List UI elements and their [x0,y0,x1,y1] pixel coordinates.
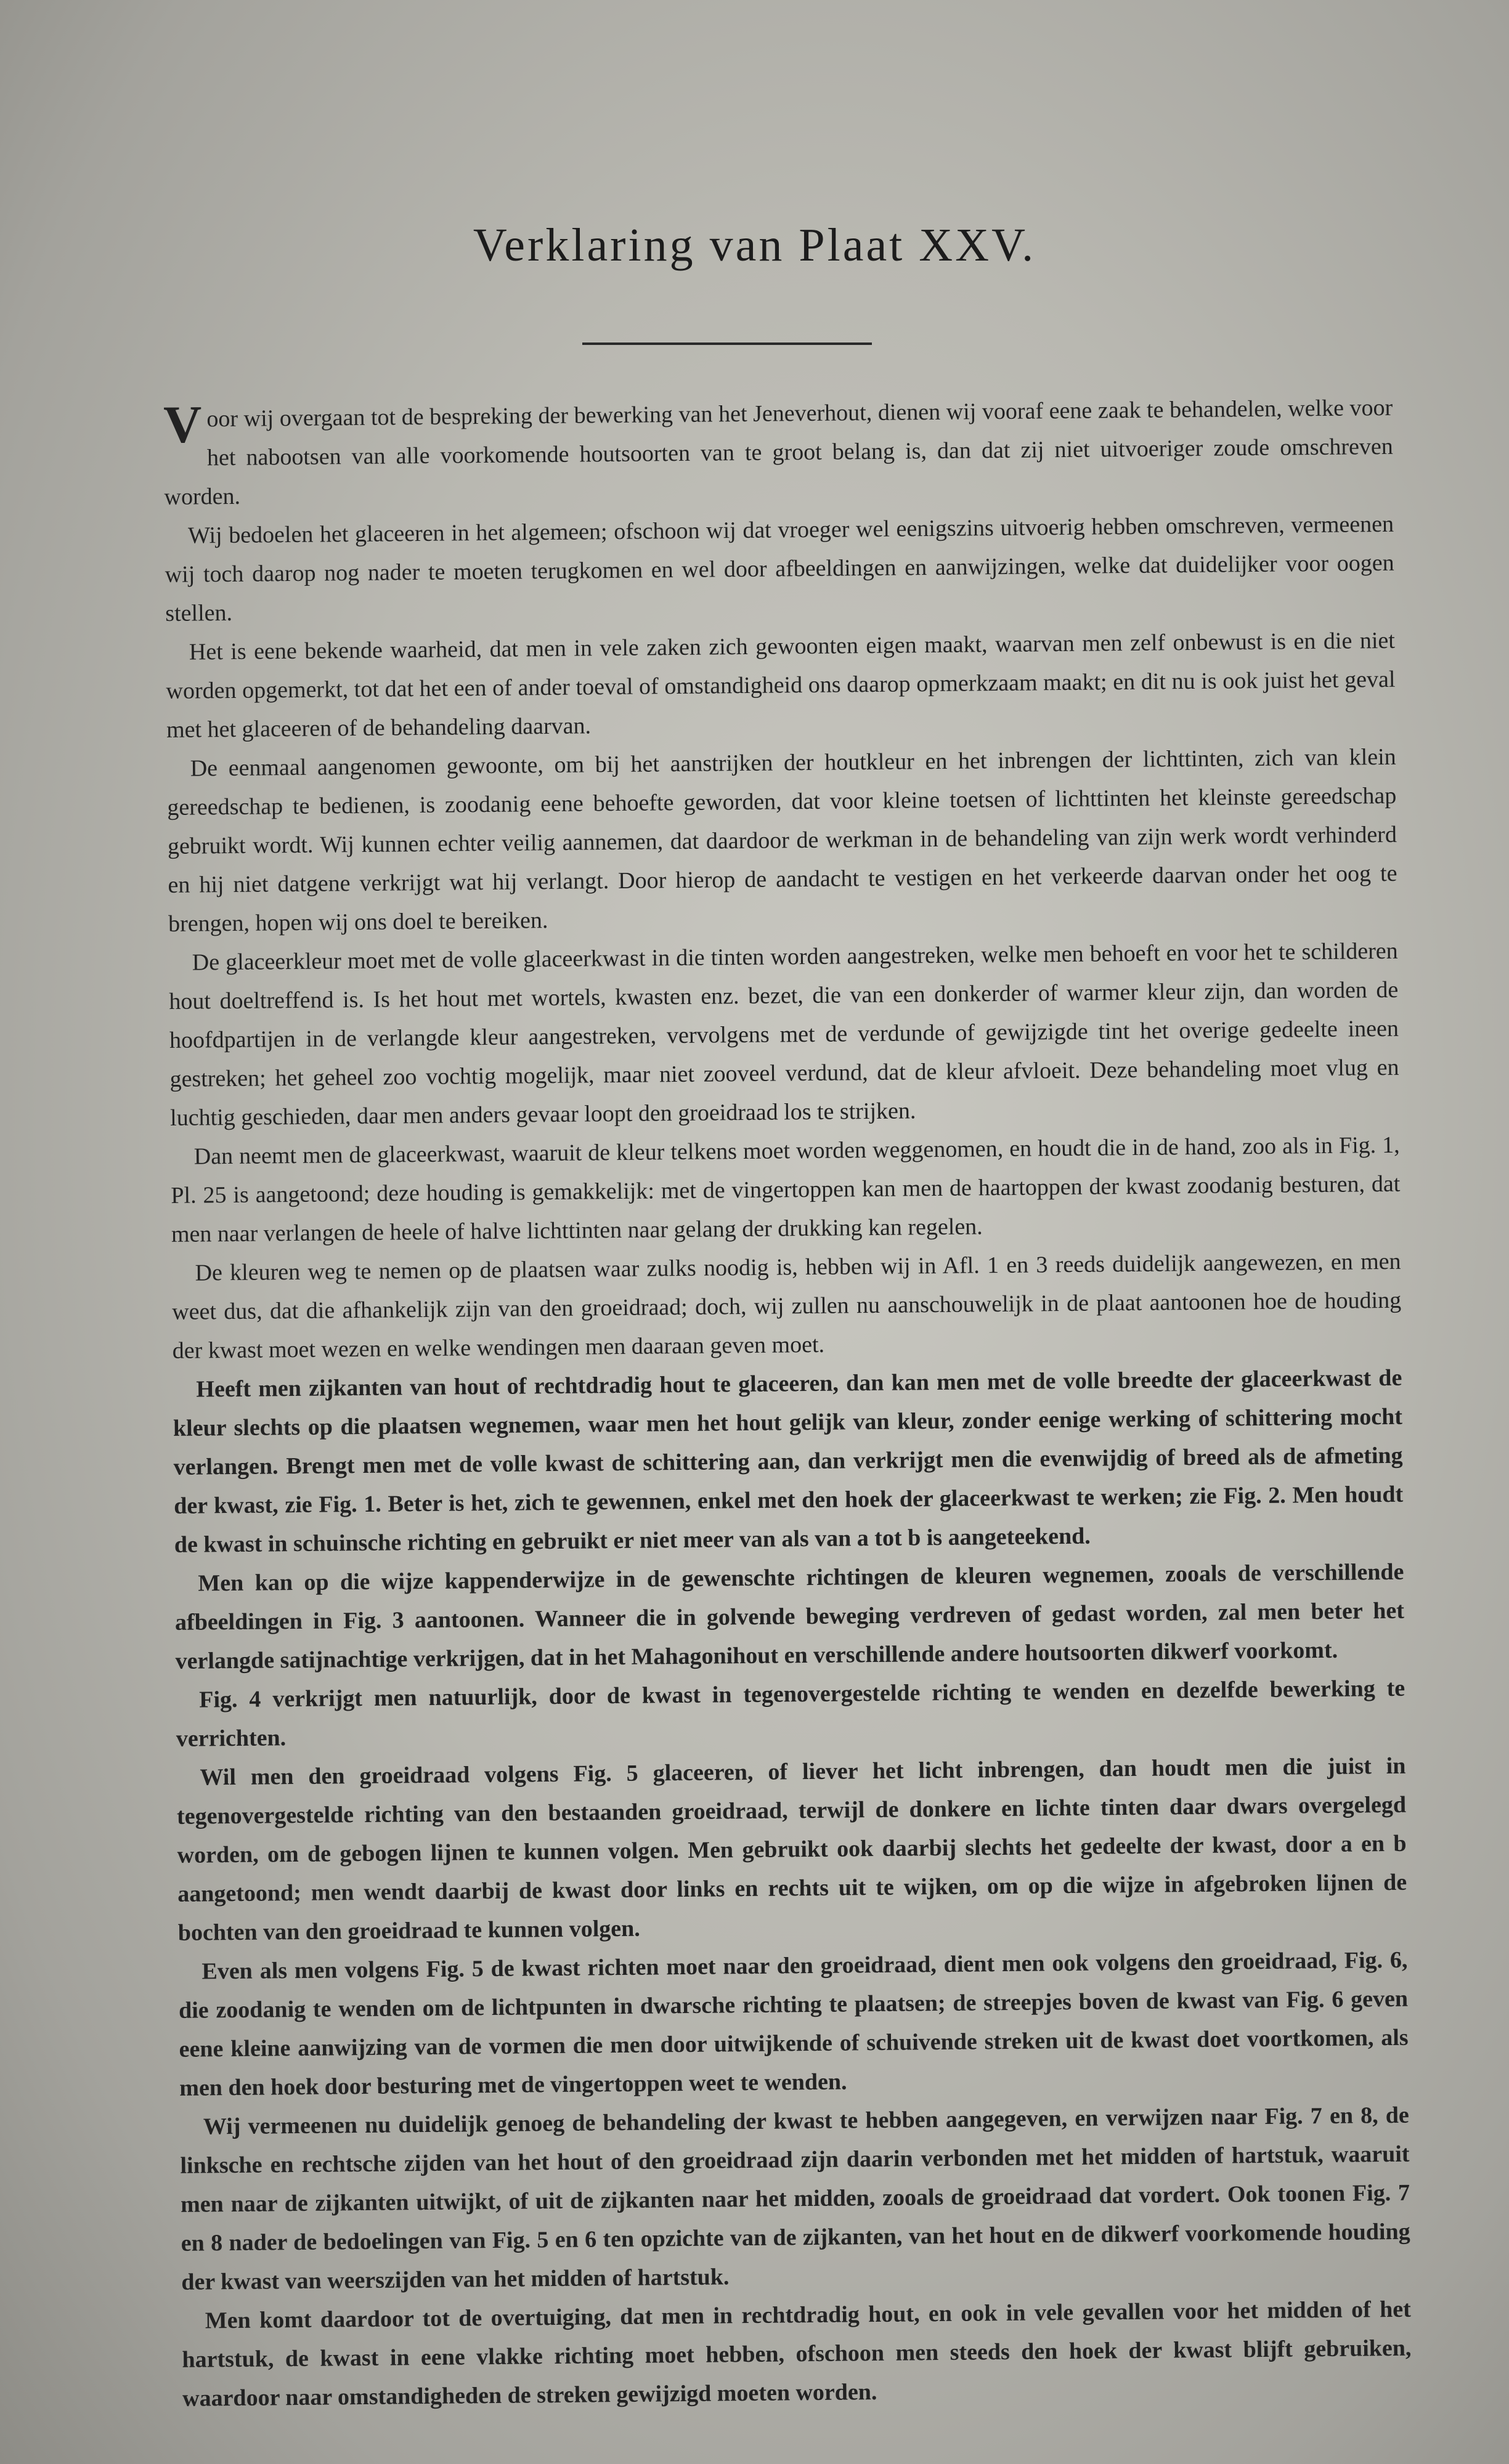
page-title: Verklaring van Plaat XXV. [473,219,1036,271]
paragraph-9: Men kan op die wijze kappenderwijze in de gewenschte richtingen de kleuren wegnemen, zooals de verschillende afbeeldingen in Fig. 3 aantoonen. Wanneer die in golvende beweging verdreven of gedast worden, zal men beter het verlangde satijnachtige verkrijgen, dat in het Mahagonihout en verschillende andere houtsoorten dikwerf voorkomt. [174,1558,1405,1674]
paragraph-2: Wij bedoelen het glaceeren in het algemeen; ofschoon wij dat vroeger wel eenigszins uitvoerig hebben omschreven, vermeenen wij toch daarop nog nader te moeten terugkomen en wel door afbeeldingen en aanwijzingen, welke dat duidelijker voor oogen stellen. [165,511,1394,626]
paragraph-7: De kleuren weg te nemen op de plaatsen waar zulks noodig is, hebben wij in Afl. 1 en 3 reeds duidelijk aangewezen, en men weet dus, dat die afhankelijk zijn van den groeidraad; doch, wij zullen nu aanschouwelijk in de plaat aantoonen hoe de houding der kwast moet wezen en welke wendingen men daaraan geven moet. [172,1248,1402,1364]
paragraph-6: Dan neemt men de glaceerkwast, waaruit de kleur telkens moet worden weggenomen, en houdt die in de hand, zoo als in Fig. 1, Pl. 25 is aangetoond; deze houding is gemakkelijk: met de vingertoppen kan men de haartoppen der kwast zoodanig besturen, dat men naar verlangen de heele of halve lichttinten naar gelang der drukking kan regelen. [171,1132,1401,1247]
paragraph-14: Men komt daardoor tot de overtuiging, dat men in rechtdradig hout, en ook in vele gevallen voor het midden of het hartstuk, de kwast in eene vlakke richting moet hebben, ofschoon men steeds den hoek der kwast blijft gebruiken, waardoor naar omstandigheden de streken gewijzigd moeten worden. [182,2296,1412,2412]
paragraph-5: De glaceerkleur moet met de volle glaceerkwast in die tinten worden aangestreken, welke men behoeft en voor het te schilderen hout doeltreffend is. Is het hout met wortels, kwasten enz. bezet, die van een donkerder of warmer kleur zijn, dan worden de hoofdpartijen in de verlangde kleur aangestreken, vervolgens met de verdunde of gewijzigde tint het overige gedeelte ineen gestreken; het geheel zoo vochtig mogelijk, maar niet zooveel verdund, dat de kleur afvloeit. Deze behandeling moet vlug en luchtig geschieden, daar men anders gevaar loopt den groeidraad los te strijken. [169,938,1399,1131]
paragraph-1 [163,389,1394,517]
paragraph-13: Wij vermeenen nu duidelijk genoeg de behandeling der kwast te hebben aangegeven, en verwijzen naar Fig. 7 en 8, de linksche en rechtsche zijden van het hout of den groeidraad zijn daarin verbonden met het midden of hartstuk, waaruit men naar de zijkanten uitwijkt, of uit de zijkanten naar het midden, zooals de groeidraad dat vordert. Ook toonen Fig. 7 en 8 nader de bedoelingen van Fig. 5 en 6 ten opzichte van de zijkanten, van het hout en de dikwerf voorkomende houding der kwast van weerszijden van het midden of hartstuk. [180,2102,1410,2295]
paragraph-8: Heeft men zijkanten van hout of rechtdradig hout te glaceeren, dan kan men met de volle breedte der glaceerkwast de kleur slechts op die plaatsen wegnemen, waar men het hout gelijk van kleur, zonder eenige werking of schittering mocht verlangen. Brengt men met de volle kwast de schittering aan, dan verkrijgt men die evenwijdig of breed als de afmeting der kwast, zie Fig. 1. Beter is het, zich te gewennen, enkel met den hoek der glaceerkwast te werken; zie Fig. 2. Men houdt de kwast in schuinsche richting en gebruikt er niet meer van als van a tot b is aangeteekend. [173,1364,1404,1558]
title-divider [582,342,872,345]
paragraph-11: Wil men den groeidraad volgens Fig. 5 glaceeren, of liever het licht inbrengen, dan houdt men die juist in tegenovergestelde richting van den bestaanden groeidraad, terwijl de donkere en lichte tinten daar dwars overgelegd worden, om de gebogen lijnen te kunnen volgen. Men gebruikt ook daarbij slechts het gedeelte der kwast, door a en b aangetoond; men wendt daarbij de kwast door links en rechts uit te wijken, om op die wijze in afgebroken lijnen de bochten van den groeidraad te kunnen volgen. [176,1753,1407,1946]
paragraph-4: De eenmaal aangenomen gewoonte, om bij het aanstrijken der houtkleur en het inbrengen der lichttinten, zich van klein gereedschap te bedienen, is zoodanig eene behoefte geworden, dat voor kleine toetsen of lichttinten het kleinste gereedschap gebruikt wordt. Wij kunnen echter veilig aannemen, dat daardoor de werkman in de behandeling van zijn werk wordt verhinderd en hij niet datgene verkrijgt wat hij verlangt. Door hierop de aandacht te vestigen en het verkeerde daarvan onder het oog te brengen, hopen wij ons doel te bereiken. [167,744,1397,937]
paragraph-3: Het is eene bekende waarheid, dat men in vele zaken zich gewoonten eigen maakt, waarvan men zelf onbewust is en die niet worden opgemerkt, tot dat het een of ander toeval of omstandigheid ons daarop opmerkzaam maakt; en dit nu is ook juist het geval met het glaceeren of de behandeling daarvan. [166,627,1396,743]
drop-cap: V [163,394,202,454]
paragraph-text: oor wij overgaan tot de bespreking der bewerking van het Jeneverhout, dienen wij vooraf eene zaak te behandelen, welke voor het nabootsen van alle voorkomende houtsoorten van te groot belang is, dan dat zij niet uitvoeriger zoude omschreven worden. [164,394,1394,510]
paragraph-10: Fig. 4 verkrijgt men natuurlijk, door de kwast in tegenovergestelde richting te wenden en dezelfde bewerking te verrichten. [176,1675,1405,1752]
paragraph-12: Even als men volgens Fig. 5 de kwast richten moet naar den groeidraad, dient men ook volgens den groeidraad, Fig. 6, die zoodanig te wenden om de lichtpunten in dwarsche richting te plaatsen; de streepjes boven de kwast van Fig. 6 geven eene kleine aanwijzing van de vormen die men door uitwijkende of schuivende streken uit de kwast doet voortkomen, als men den hoek door besturing met de vingertoppen weet te wenden. [178,1947,1409,2101]
body-text [163,389,1412,2418]
